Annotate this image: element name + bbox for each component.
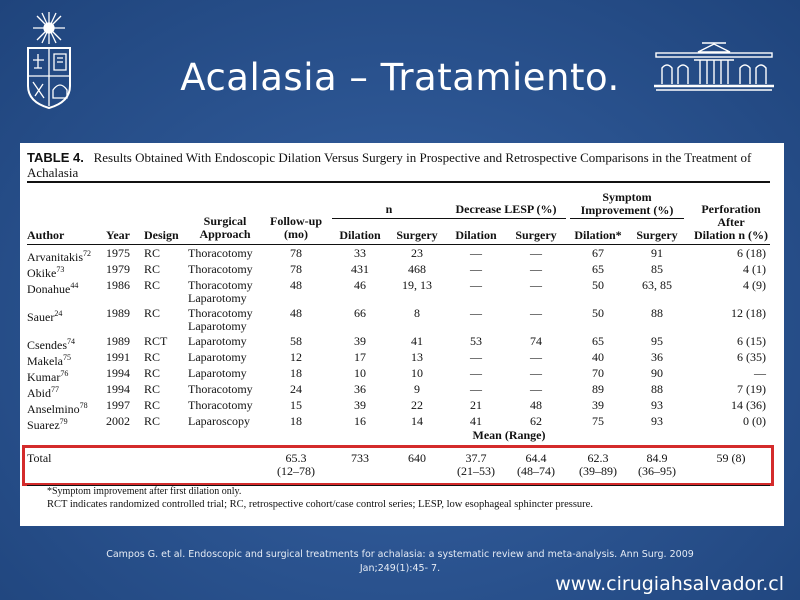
total-lesp-surgery-range: (48–74) <box>517 464 555 478</box>
cell-n-dil: 16 <box>354 414 366 428</box>
cell-n-dil: 36 <box>354 382 366 396</box>
citation <box>90 548 710 576</box>
cell-sym-dil: 65 <box>592 262 604 276</box>
cell-approach: Thoracotomy <box>188 382 253 396</box>
cell-lesp-dil: 41 <box>470 414 482 428</box>
cell-design: RC <box>144 306 161 320</box>
header-lesp: Decrease LESP (%) <box>455 202 557 216</box>
header-perf-3: Dilation n (%) <box>693 228 768 242</box>
header-symptom-rule <box>570 218 684 219</box>
cell-n-sur: 19, 13 <box>402 278 432 292</box>
cell-year: 1994 <box>106 366 130 380</box>
header-year: Year <box>106 228 130 242</box>
cell-author <box>27 367 68 384</box>
cell-n-sur: 468 <box>408 262 426 276</box>
cell-year: 1975 <box>106 246 130 260</box>
cell-lesp-sur: — <box>530 382 542 396</box>
cell-sym-dil: 89 <box>592 382 604 396</box>
cell-lesp-dil: — <box>470 382 482 396</box>
total-symptom-surgery-range: (36–95) <box>638 464 676 478</box>
cell-approach: Thoracotomy <box>188 398 253 412</box>
total-label: Total <box>27 451 52 465</box>
footnote-1: *Symptom improvement after first dilation only. <box>47 486 242 497</box>
cell-year: 2002 <box>106 414 130 428</box>
author-name: Makela <box>27 354 63 368</box>
cell-design: RC <box>144 350 161 364</box>
table-caption <box>27 150 772 180</box>
total-n-dilation: 733 <box>351 451 369 465</box>
cell-approach: Laparotomy <box>188 366 247 380</box>
cell-follow: 12 <box>290 350 302 364</box>
cell-design: RC <box>144 246 161 260</box>
cell-n-sur: 10 <box>411 366 423 380</box>
cell-lesp-dil: — <box>470 262 482 276</box>
cell-year: 1989 <box>106 306 130 320</box>
author-reference: 78 <box>79 401 88 410</box>
author-reference: 73 <box>56 265 65 274</box>
cell-n-dil: 39 <box>354 398 366 412</box>
cell-follow: 48 <box>290 306 302 320</box>
cell-lesp-dil: — <box>470 246 482 260</box>
cell-perf: 7 (19) <box>737 382 766 396</box>
cell-author <box>27 415 68 432</box>
total-follow: 65.3 <box>285 451 307 465</box>
cell-approach: Laparoscopy <box>188 414 250 428</box>
cell-n-dil: 39 <box>354 334 366 348</box>
total-lesp-surgery: 64.4 <box>525 451 547 465</box>
top-rule <box>27 181 770 183</box>
header-symptom-surgery: Surgery <box>636 228 678 242</box>
total-symptom-surgery: 84.9 <box>646 451 668 465</box>
cell-design: RC <box>144 414 161 428</box>
cell-author <box>27 247 91 264</box>
cell-n-dil: 17 <box>354 350 366 364</box>
author-name: Kumar <box>27 370 61 384</box>
cell-lesp-dil: 21 <box>470 398 482 412</box>
cell-sym-dil: 65 <box>592 334 604 348</box>
cell-author <box>27 307 62 324</box>
cell-sym-dil: 70 <box>592 366 604 380</box>
cell-lesp-sur: — <box>530 366 542 380</box>
footnote-2: RCT indicates randomized controlled trial; RC, retrospective cohort/case control series; LESP, low esophageal sphincter pressure. <box>47 499 593 510</box>
cell-year: 1979 <box>106 262 130 276</box>
author-reference: 79 <box>59 417 68 426</box>
author-name: Csendes <box>27 338 67 352</box>
cell-follow: 15 <box>290 398 302 412</box>
header-n-surgery: Surgery <box>396 228 438 242</box>
cell-n-sur: 9 <box>414 382 420 396</box>
cell-n-sur: 14 <box>411 414 423 428</box>
cell-sym-sur: 95 <box>651 334 663 348</box>
cell-perf: 12 (18) <box>731 306 766 320</box>
header-n: n <box>385 202 393 216</box>
cell-lesp-sur: — <box>530 246 542 260</box>
citation-line-1: Campos G. et al. Endoscopic and surgical treatments for achalasia: a systematic review and meta-analysis. Ann Surg. 2009 <box>106 549 694 560</box>
header-follow-2: (mo) <box>284 227 308 241</box>
cell-approach: Thoracotomy <box>188 306 253 320</box>
cell-sym-sur: 88 <box>651 382 663 396</box>
cell-approach: Thoracotomy <box>188 246 253 260</box>
author-reference: 76 <box>60 369 69 378</box>
cell-author <box>27 351 71 368</box>
cell-approach: Laparotomy <box>188 334 247 348</box>
cell-approach-second: Laparotomy <box>188 291 247 305</box>
cell-lesp-dil: — <box>470 306 482 320</box>
total-follow-range: (12–78) <box>277 464 315 478</box>
cell-approach: Thoracotomy <box>188 278 253 292</box>
cell-n-dil: 33 <box>354 246 366 260</box>
cell-sym-sur: 85 <box>651 262 663 276</box>
cell-sym-dil: 39 <box>592 398 604 412</box>
cell-sym-sur: 63, 85 <box>642 278 672 292</box>
author-name: Abid <box>27 386 51 400</box>
cell-design: RC <box>144 398 161 412</box>
cell-approach-second: Laparotomy <box>188 319 247 333</box>
header-approach-1: Surgical <box>203 214 247 228</box>
total-symptom-dilation: 62.3 <box>587 451 609 465</box>
cell-lesp-sur: — <box>530 306 542 320</box>
cell-sym-sur: 88 <box>651 306 663 320</box>
author-name: Arvanitakis <box>27 250 83 264</box>
cell-design: RCT <box>144 334 168 348</box>
cell-design: RC <box>144 382 161 396</box>
cell-sym-dil: 67 <box>592 246 604 260</box>
author-reference: 74 <box>67 337 75 346</box>
cell-design: RC <box>144 366 161 380</box>
cell-follow: 78 <box>290 262 302 276</box>
header-symptom-dilation: Dilation* <box>574 228 622 242</box>
header-approach-2: Approach <box>199 227 251 241</box>
cell-perf: 6 (18) <box>737 246 766 260</box>
cell-year: 1991 <box>106 350 130 364</box>
cell-follow: 18 <box>290 366 302 380</box>
total-perforation: 59 (8) <box>716 451 746 465</box>
author-name: Donahue <box>27 282 71 296</box>
author-reference: 44 <box>70 281 79 290</box>
header-design: Design <box>144 228 179 242</box>
cell-perf: 6 (35) <box>737 350 766 364</box>
cell-perf: 4 (1) <box>743 262 766 276</box>
author-reference: 77 <box>51 385 59 394</box>
cell-year: 1986 <box>106 278 130 292</box>
cell-n-dil: 46 <box>354 278 366 292</box>
total-n-surgery: 640 <box>408 451 426 465</box>
cell-design: RC <box>144 278 161 292</box>
cell-lesp-dil: — <box>470 366 482 380</box>
cell-n-dil: 10 <box>354 366 366 380</box>
cell-sym-sur: 93 <box>651 398 663 412</box>
cell-year: 1997 <box>106 398 130 412</box>
cell-sym-sur: 36 <box>651 350 663 364</box>
cell-n-sur: 23 <box>411 246 423 260</box>
cell-author <box>27 263 64 280</box>
cell-n-sur: 13 <box>411 350 423 364</box>
citation-line-2: Jan;249(1):45- 7. <box>359 563 441 574</box>
author-name: Suarez <box>27 418 60 432</box>
table-label: TABLE 4. <box>27 150 84 165</box>
cell-author <box>27 279 78 296</box>
header-rule <box>27 244 770 245</box>
cell-perf: — <box>754 366 766 380</box>
header-lesp-rule <box>446 218 566 219</box>
results-table-card <box>20 143 784 526</box>
mean-range-label: Mean (Range) <box>472 428 546 442</box>
cell-n-sur: 22 <box>411 398 423 412</box>
header-n-rule <box>332 218 446 219</box>
cell-lesp-dil: — <box>470 350 482 364</box>
total-lesp-dilation-range: (21–53) <box>457 464 495 478</box>
cell-sym-dil: 75 <box>592 414 604 428</box>
author-name: Okike <box>27 266 57 280</box>
author-name: Anselmino <box>27 402 80 416</box>
cell-n-sur: 8 <box>414 306 420 320</box>
cell-author <box>27 399 88 416</box>
header-author: Author <box>27 228 65 242</box>
author-reference: 72 <box>83 249 91 258</box>
total-symptom-dilation-range: (39–89) <box>579 464 617 478</box>
cell-lesp-sur: — <box>530 350 542 364</box>
cell-sym-sur: 93 <box>651 414 663 428</box>
cell-lesp-sur: — <box>530 262 542 276</box>
header-perf-1: Perforation <box>701 202 761 216</box>
cell-perf: 4 (9) <box>743 278 766 292</box>
cell-lesp-sur: 48 <box>530 398 542 412</box>
header-lesp-dilation: Dilation <box>455 228 497 242</box>
cell-follow: 58 <box>290 334 302 348</box>
cell-sym-sur: 90 <box>651 366 663 380</box>
cell-approach: Thoracotomy <box>188 262 253 276</box>
cell-sym-sur: 91 <box>651 246 663 260</box>
cell-n-dil: 431 <box>351 262 369 276</box>
cell-follow: 78 <box>290 246 302 260</box>
cell-follow: 24 <box>290 382 302 396</box>
cell-design: RC <box>144 262 161 276</box>
total-lesp-dilation: 37.7 <box>465 451 487 465</box>
cell-lesp-dil: 53 <box>470 334 482 348</box>
cell-n-dil: 66 <box>354 306 366 320</box>
cell-year: 1989 <box>106 334 130 348</box>
author-reference: 75 <box>62 353 71 362</box>
cell-follow: 18 <box>290 414 302 428</box>
cell-lesp-sur: 62 <box>530 414 542 428</box>
cell-perf: 6 (15) <box>737 334 766 348</box>
cell-lesp-sur: 74 <box>530 334 542 348</box>
header-symptom-1: Symptom <box>602 190 652 204</box>
total-row-highlight <box>22 445 774 486</box>
author-name: Sauer <box>27 310 55 324</box>
website-url[interactable]: www.cirugiahsalvador.cl <box>555 573 784 595</box>
cell-sym-dil: 40 <box>592 350 604 364</box>
cell-lesp-dil: — <box>470 278 482 292</box>
header-perf-2: After <box>717 215 745 229</box>
cell-sym-dil: 50 <box>592 306 604 320</box>
cell-n-sur: 41 <box>411 334 423 348</box>
table-caption-text: Results Obtained With Endoscopic Dilation Versus Surgery in Prospective and Retrospective Comparisons in the Treatment of Achalasia <box>27 150 752 180</box>
header-follow-1: Follow-up <box>269 214 322 228</box>
cell-approach: Laparotomy <box>188 350 247 364</box>
author-reference: 24 <box>54 309 63 318</box>
header-symptom-2: Improvement (%) <box>580 203 674 217</box>
header-n-dilation: Dilation <box>339 228 381 242</box>
cell-author <box>27 335 75 352</box>
cell-perf: 14 (36) <box>731 398 766 412</box>
slide-title: Acalasia – Tratamiento. <box>180 56 620 99</box>
cell-follow: 48 <box>290 278 302 292</box>
cell-author <box>27 383 59 400</box>
header-lesp-surgery: Surgery <box>515 228 557 242</box>
cell-perf: 0 (0) <box>743 414 766 428</box>
cell-lesp-sur: — <box>530 278 542 292</box>
cell-year: 1994 <box>106 382 130 396</box>
cell-sym-dil: 50 <box>592 278 604 292</box>
